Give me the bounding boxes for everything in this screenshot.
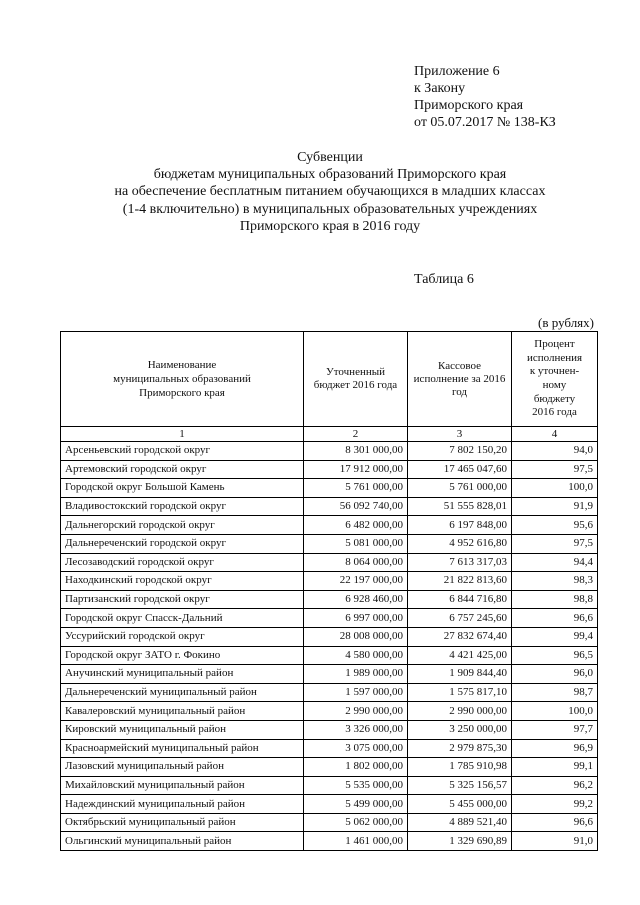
- row-exec-cell: 5 325 156,57: [408, 776, 512, 795]
- row-exec-cell: 27 832 674,40: [408, 627, 512, 646]
- row-percent-cell: 96,6: [512, 609, 598, 628]
- row-plan-cell: 5 062 000,00: [304, 813, 408, 832]
- table-row: [61, 572, 598, 591]
- row-percent-cell: 97,5: [512, 534, 598, 553]
- row-percent-cell: 96,9: [512, 739, 598, 758]
- row-percent-cell: 97,7: [512, 720, 598, 739]
- table-row: [61, 795, 598, 814]
- table-body: [61, 442, 598, 851]
- title-line: бюджетам муниципальных образований Приморского края: [153, 167, 507, 183]
- row-percent-cell: 91,0: [512, 832, 598, 851]
- row-plan-cell: 8 301 000,00: [304, 442, 408, 461]
- row-percent-cell: 98,7: [512, 683, 598, 702]
- row-exec-cell: 1 785 910,98: [408, 758, 512, 777]
- table-row: [61, 832, 598, 851]
- row-exec-cell: 6 197 848,00: [408, 516, 512, 535]
- table-row: [61, 683, 598, 702]
- row-plan-cell: 5 535 000,00: [304, 776, 408, 795]
- table-row: [61, 758, 598, 777]
- row-plan-cell: 4 580 000,00: [304, 646, 408, 665]
- row-name-cell: Артемовский городской округ: [61, 460, 304, 479]
- row-plan-cell: 5 499 000,00: [304, 795, 408, 814]
- row-name-cell: Арсеньевский городской округ: [61, 442, 304, 461]
- row-name-cell: Лесозаводский городской округ: [61, 553, 304, 572]
- row-name-cell: Анучинский муниципальный район: [61, 665, 304, 684]
- row-name-cell: Городской округ ЗАТО г. Фокино: [61, 646, 304, 665]
- row-exec-cell: 6 757 245,60: [408, 609, 512, 628]
- row-percent-cell: 100,0: [512, 479, 598, 498]
- row-name-cell: Городской округ Большой Камень: [61, 479, 304, 498]
- row-percent-cell: 94,0: [512, 442, 598, 461]
- table-row: [61, 479, 598, 498]
- units-note: (в рублях): [538, 315, 594, 330]
- row-name-cell: Партизанский городской округ: [61, 590, 304, 609]
- header-percent: Процент исполнения к уточнен- ному бюджету 2016 года: [512, 332, 598, 427]
- row-exec-cell: 5 761 000,00: [408, 479, 512, 498]
- row-plan-cell: 22 197 000,00: [304, 572, 408, 591]
- appendix-line: Приложение 6: [414, 64, 500, 79]
- row-name-cell: Находкинский городской округ: [61, 572, 304, 591]
- row-exec-cell: 2 979 875,30: [408, 739, 512, 758]
- title-line: на обеспечение бесплатным питанием обучающихся в младших классах: [114, 184, 546, 200]
- appendix-line: Приморского края: [414, 98, 524, 113]
- title-line: (1-4 включительно) в муниципальных образовательных учреждениях: [122, 201, 538, 217]
- row-plan-cell: 8 064 000,00: [304, 553, 408, 572]
- row-percent-cell: 94,4: [512, 553, 598, 572]
- row-exec-cell: 7 613 317,03: [408, 553, 512, 572]
- table-row: [61, 590, 598, 609]
- table-row: [61, 442, 598, 461]
- row-plan-cell: 56 092 740,00: [304, 497, 408, 516]
- row-percent-cell: 96,0: [512, 665, 598, 684]
- column-number: 2: [304, 427, 408, 442]
- row-plan-cell: 6 997 000,00: [304, 609, 408, 628]
- row-name-cell: Владивостокский городской округ: [61, 497, 304, 516]
- header-row: [61, 332, 598, 427]
- row-name-cell: Ольгинский муниципальный район: [61, 832, 304, 851]
- table-row: [61, 627, 598, 646]
- row-exec-cell: 17 465 047,60: [408, 460, 512, 479]
- table-row: [61, 646, 598, 665]
- row-percent-cell: 98,8: [512, 590, 598, 609]
- row-exec-cell: 4 889 521,40: [408, 813, 512, 832]
- row-name-cell: Кировский муниципальный район: [61, 720, 304, 739]
- appendix-block: [414, 63, 556, 131]
- table-label: Таблица 6: [414, 272, 474, 287]
- table-row: [61, 720, 598, 739]
- table-row: [61, 553, 598, 572]
- header-exec: Кассовое исполнение за 2016 год: [408, 332, 512, 427]
- table-row: [61, 460, 598, 479]
- row-plan-cell: 1 802 000,00: [304, 758, 408, 777]
- row-name-cell: Дальнереченский муниципальный район: [61, 683, 304, 702]
- table-row: [61, 516, 598, 535]
- table-row: [61, 534, 598, 553]
- row-exec-cell: 1 575 817,10: [408, 683, 512, 702]
- row-plan-cell: 3 075 000,00: [304, 739, 408, 758]
- table-row: [61, 739, 598, 758]
- row-name-cell: Уссурийский городской округ: [61, 627, 304, 646]
- column-number: 1: [61, 427, 304, 442]
- subsidy-table: [60, 331, 598, 851]
- row-exec-cell: 6 844 716,80: [408, 590, 512, 609]
- row-name-cell: Кавалеровский муниципальный район: [61, 702, 304, 721]
- title-line: Приморского края в 2016 году: [239, 218, 421, 234]
- row-exec-cell: 3 250 000,00: [408, 720, 512, 739]
- row-name-cell: Дальнереченский городской округ: [61, 534, 304, 553]
- row-plan-cell: 1 989 000,00: [304, 665, 408, 684]
- row-percent-cell: 96,2: [512, 776, 598, 795]
- row-percent-cell: 95,6: [512, 516, 598, 535]
- header-plan: Уточненный бюджет 2016 года: [304, 332, 408, 427]
- row-percent-cell: 100,0: [512, 702, 598, 721]
- row-plan-cell: 5 081 000,00: [304, 534, 408, 553]
- row-plan-cell: 17 912 000,00: [304, 460, 408, 479]
- row-exec-cell: 4 952 616,80: [408, 534, 512, 553]
- row-percent-cell: 99,2: [512, 795, 598, 814]
- row-name-cell: Красноармейский муниципальный район: [61, 739, 304, 758]
- table-row: [61, 609, 598, 628]
- row-plan-cell: 1 461 000,00: [304, 832, 408, 851]
- row-plan-cell: 6 482 000,00: [304, 516, 408, 535]
- row-exec-cell: 4 421 425,00: [408, 646, 512, 665]
- row-percent-cell: 96,5: [512, 646, 598, 665]
- row-exec-cell: 5 455 000,00: [408, 795, 512, 814]
- column-number-row: [61, 427, 598, 442]
- table-row: [61, 813, 598, 832]
- row-plan-cell: 6 928 460,00: [304, 590, 408, 609]
- row-name-cell: Октябрьский муниципальный район: [61, 813, 304, 832]
- row-plan-cell: 3 326 000,00: [304, 720, 408, 739]
- column-number: 4: [512, 427, 598, 442]
- row-plan-cell: 5 761 000,00: [304, 479, 408, 498]
- header-name: Наименование муниципальных образований Приморского края: [61, 332, 304, 427]
- column-number: 3: [408, 427, 512, 442]
- row-name-cell: Дальнегорский городской округ: [61, 516, 304, 535]
- row-exec-cell: 1 909 844,40: [408, 665, 512, 684]
- row-name-cell: Надеждинский муниципальный район: [61, 795, 304, 814]
- row-percent-cell: 98,3: [512, 572, 598, 591]
- row-exec-cell: 51 555 828,01: [408, 497, 512, 516]
- table-row: [61, 665, 598, 684]
- row-name-cell: Лазовский муниципальный район: [61, 758, 304, 777]
- table-row: [61, 497, 598, 516]
- row-percent-cell: 97,5: [512, 460, 598, 479]
- title-line: Субвенции: [297, 150, 363, 165]
- row-exec-cell: 1 329 690,89: [408, 832, 512, 851]
- row-exec-cell: 7 802 150,20: [408, 442, 512, 461]
- appendix-line: от 05.07.2017 № 138-КЗ: [414, 115, 556, 130]
- row-plan-cell: 1 597 000,00: [304, 683, 408, 702]
- row-exec-cell: 21 822 813,60: [408, 572, 512, 591]
- row-name-cell: Михайловский муниципальный район: [61, 776, 304, 795]
- row-percent-cell: 99,1: [512, 758, 598, 777]
- table-row: [61, 702, 598, 721]
- row-plan-cell: 28 008 000,00: [304, 627, 408, 646]
- row-exec-cell: 2 990 000,00: [408, 702, 512, 721]
- table-row: [61, 776, 598, 795]
- row-percent-cell: 96,6: [512, 813, 598, 832]
- document-title: [60, 149, 600, 235]
- row-name-cell: Городской округ Спасск-Дальний: [61, 609, 304, 628]
- row-percent-cell: 91,9: [512, 497, 598, 516]
- row-percent-cell: 99,4: [512, 627, 598, 646]
- row-plan-cell: 2 990 000,00: [304, 702, 408, 721]
- appendix-line: к Закону: [414, 81, 466, 96]
